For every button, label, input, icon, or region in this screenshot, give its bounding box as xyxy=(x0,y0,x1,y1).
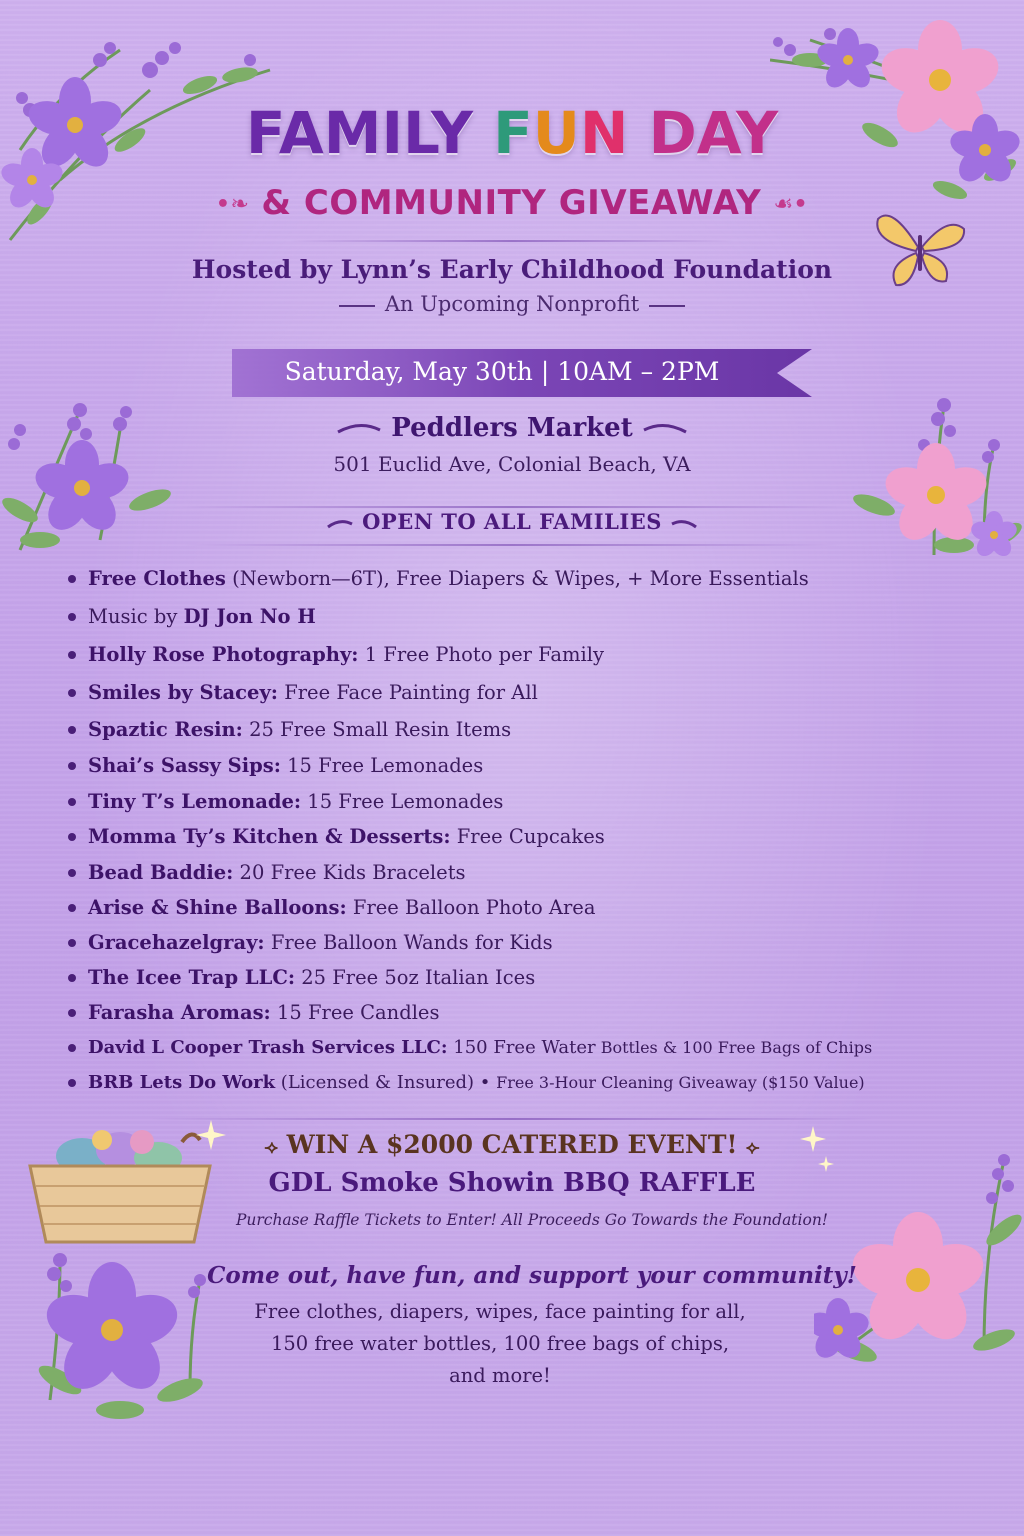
list-item xyxy=(66,925,966,960)
nonprofit-line xyxy=(0,292,1024,316)
raffle-headline-text: WIN A $2000 CATERED EVENT! xyxy=(286,1130,738,1159)
title-word-family: FAMILY xyxy=(245,99,473,167)
vendor-name: Gracehazelgray: xyxy=(88,931,265,954)
list-item xyxy=(66,960,966,995)
offer-detail: 20 Free Kids Bracelets xyxy=(233,861,466,884)
vendor-name: Farasha Aromas: xyxy=(88,1001,271,1024)
list-item xyxy=(66,1030,966,1065)
offer-detail: 150 Free Water xyxy=(447,1037,596,1058)
title-word-fun xyxy=(493,99,628,167)
divider xyxy=(649,305,685,307)
list-item xyxy=(66,711,966,748)
list-item xyxy=(66,636,966,674)
divider xyxy=(339,305,375,307)
vendor-name: The Icee Trap LLC: xyxy=(88,966,296,989)
swoosh-left-icon xyxy=(336,422,382,436)
open-to-text: OPEN TO ALL FAMILIES xyxy=(362,509,662,534)
host-line: Hosted by Lynn’s Early Childhood Foundation xyxy=(191,255,833,284)
list-item xyxy=(66,819,966,855)
list-item xyxy=(66,1065,966,1100)
closing-headline: Come out, have fun, and support your community! xyxy=(207,1262,857,1289)
page-subtitle xyxy=(0,183,1024,223)
offer-detail: 25 Free Small Resin Items xyxy=(242,718,512,741)
vendor-name: Holly Rose Photography: xyxy=(88,643,359,666)
raffle-name: GDL Smoke Showin BBQ RAFFLE xyxy=(268,1168,756,1198)
list-item xyxy=(66,890,966,925)
list-item xyxy=(66,674,966,711)
vendor-name: Bead Baddie: xyxy=(88,861,234,884)
vendor-name: Tiny T’s Lemonade: xyxy=(88,790,302,813)
closing-line: and more! xyxy=(449,1364,551,1387)
vendor-name: Free Clothes xyxy=(88,567,226,590)
offer-detail: Free Balloon Wands for Kids xyxy=(264,931,553,954)
offer-detail: Free 3-Hour Cleaning Giveaway ($150 Value) xyxy=(496,1073,865,1092)
swoosh-left-icon xyxy=(326,518,354,530)
offer-detail: 15 Free Candles xyxy=(270,1001,440,1024)
list-item xyxy=(66,598,966,636)
vendor-name: Shai’s Sassy Sips: xyxy=(88,754,281,777)
vendor-name: Smiles by Stacey: xyxy=(88,681,278,704)
title-letter-n: N xyxy=(579,99,629,167)
venue-name xyxy=(0,413,1024,443)
offer-detail: (Licensed & Insured) • xyxy=(275,1072,497,1093)
list-item xyxy=(66,560,966,598)
vendor-name: BRB Lets Do Work xyxy=(88,1072,276,1093)
divider xyxy=(180,506,844,508)
nonprofit-text: An Upcoming Nonprofit xyxy=(384,292,640,316)
vendor-name: David L Cooper Trash Services LLC: xyxy=(88,1037,448,1058)
list-item xyxy=(66,784,966,819)
divider xyxy=(290,240,734,242)
offerings-list xyxy=(66,560,966,1100)
raffle-headline xyxy=(0,1130,1024,1159)
offer-detail: 15 Free Lemonades xyxy=(280,754,484,777)
subtitle-text: & COMMUNITY GIVEAWAY xyxy=(261,183,762,223)
closing-line: Free clothes, diapers, wipes, face painting for all, xyxy=(254,1300,746,1323)
closing-line: 150 free water bottles, 100 free bags of chips, xyxy=(270,1332,730,1355)
swoosh-right-icon xyxy=(670,518,698,530)
divider xyxy=(180,544,844,546)
venue-address: 501 Euclid Ave, Colonial Beach, VA xyxy=(333,452,691,476)
subtitle-ornament-left: •❧ xyxy=(215,192,250,217)
offer-detail: Free Cupcakes xyxy=(450,825,605,848)
offer-prefix: Music by xyxy=(88,605,184,628)
offer-detail: (Newborn—6T), Free Diapers & Wipes, + More Essentials xyxy=(225,567,809,590)
swoosh-right-icon xyxy=(642,422,688,436)
page-title xyxy=(0,98,1024,168)
list-item xyxy=(66,995,966,1030)
divider xyxy=(150,1118,874,1120)
open-to-heading xyxy=(0,509,1024,534)
offer-detail: Free Face Painting for All xyxy=(278,681,538,704)
offer-detail: 25 Free 5oz Italian Ices xyxy=(295,966,536,989)
title-letter-f: F xyxy=(493,99,533,167)
subtitle-ornament-right: ☙• xyxy=(773,192,809,217)
vendor-name: DJ Jon No H xyxy=(183,605,316,628)
offer-detail: 1 Free Photo per Family xyxy=(358,643,604,666)
raffle-note: Purchase Raffle Tickets to Enter! All Proceeds Go Towards the Foundation! xyxy=(235,1211,829,1229)
venue-text: Peddlers Market xyxy=(391,413,633,443)
arrow-ornament-right: ⟣ xyxy=(746,1137,760,1158)
list-item xyxy=(66,855,966,890)
vendor-name: Spaztic Resin: xyxy=(88,718,243,741)
event-datetime: Saturday, May 30th | 10AM – 2PM xyxy=(284,357,720,386)
vendor-name: Momma Ty’s Kitchen & Desserts: xyxy=(88,825,451,848)
offer-detail: Free Balloon Photo Area xyxy=(346,896,596,919)
title-word-day: DAY xyxy=(648,99,779,167)
offer-detail: 15 Free Lemonades xyxy=(301,790,504,813)
offer-detail: Bottles & 100 Free Bags of Chips xyxy=(595,1038,873,1057)
vendor-name: Arise & Shine Balloons: xyxy=(88,896,347,919)
arrow-ornament-left: ⟢ xyxy=(264,1137,278,1158)
list-item xyxy=(66,748,966,784)
closing-text xyxy=(0,1296,1000,1392)
title-letter-u: U xyxy=(532,99,580,167)
